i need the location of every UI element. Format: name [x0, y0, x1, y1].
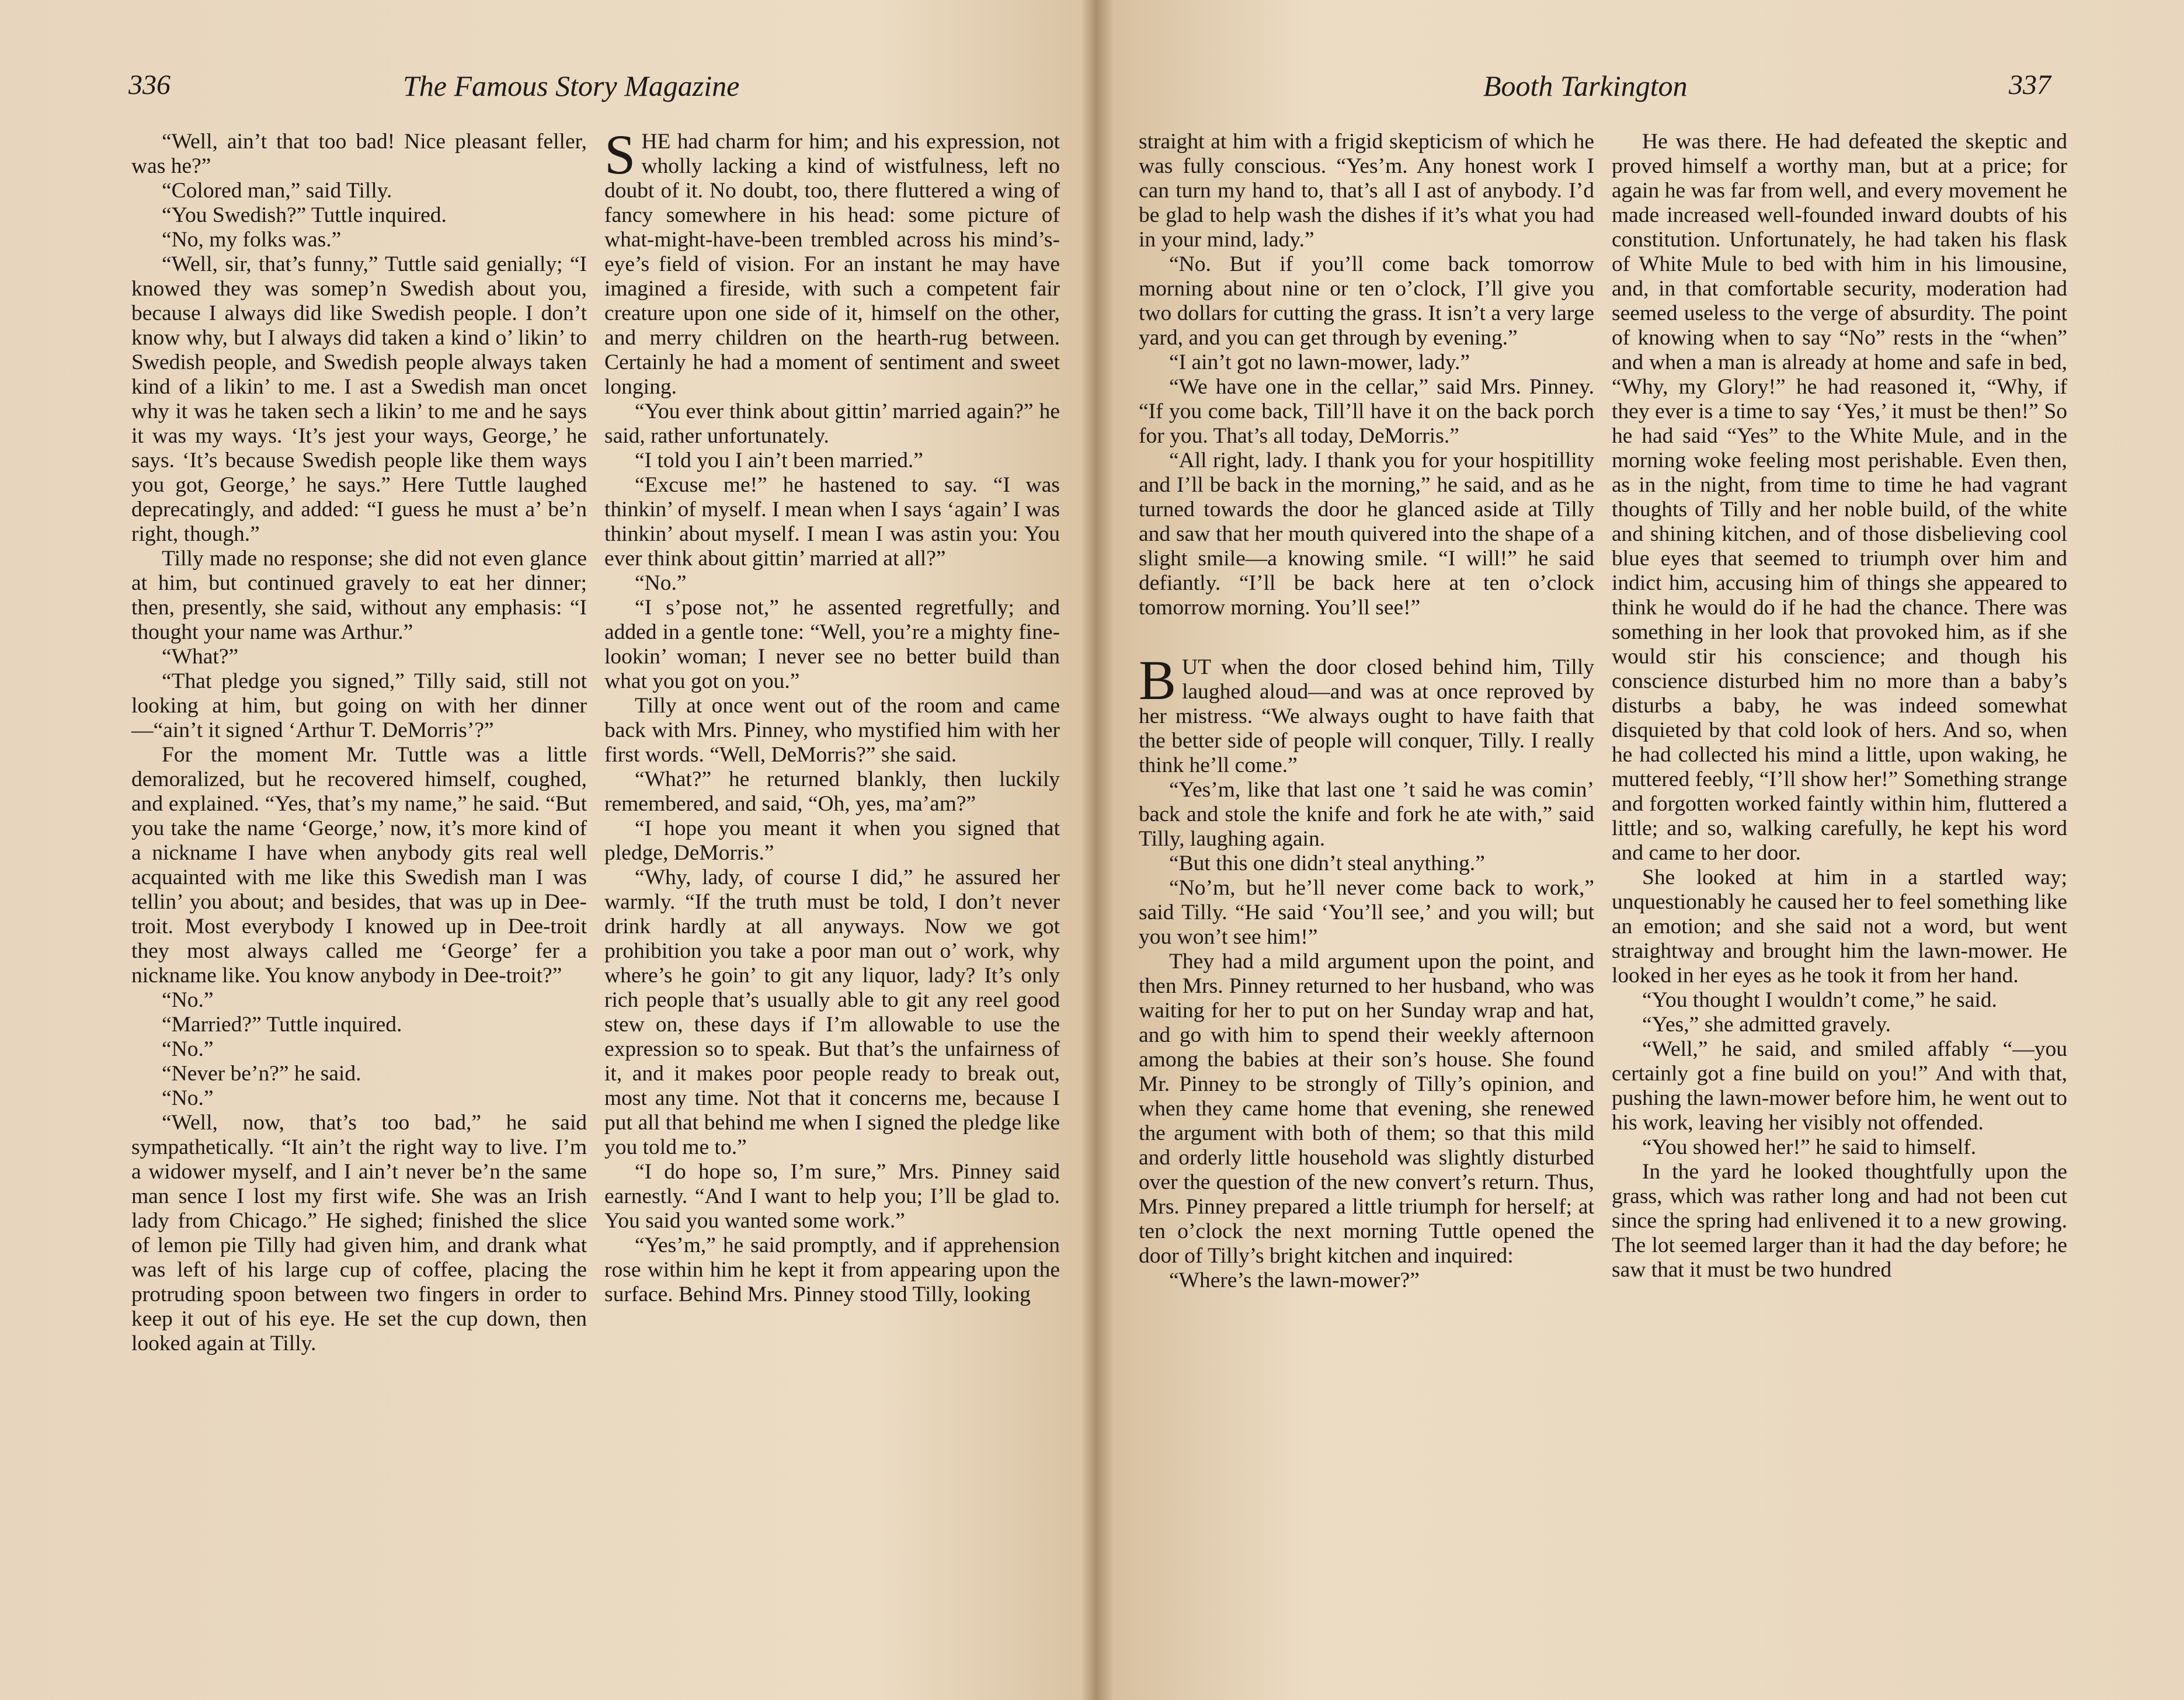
- paragraph: “What?” he returned blankly, then luckily remembered, and said, “Oh, yes, ma’am?”: [604, 767, 1060, 816]
- drop-cap: B: [1139, 649, 1177, 711]
- paragraph: “All right, lady. I thank you for your hospitillity and I’ll be back in the morning,” he said, and as he turned towards the door he glanced aside at Tilly and saw that her mouth quivered into the shape of a slight smile—a knowing smile. “I will!” he said defiantly. “I’ll be back here at ten o’clock tomorrow morning. You’ll see!”: [1139, 449, 1594, 620]
- opening-text: HE had charm for him; and his expression, not wholly lacking a kind of wistfulness, left no doubt of it. No doubt, too, there fluttered a wing of fancy somewhere in his head: some picture of what-might-have-been trembled across his mind’s-eye’s field of vision. For an instant he may have imagined a fireside, with such a competent fair creature upon one side of it, himself on the other, and merry children on the hearth-rug between. Certainly he had a moment of sentiment and sweet longing.: [604, 130, 1060, 399]
- paragraph: Tilly at once went out of the room and came back with Mrs. Pinney, who mystified him with her first words. “Well, DeMorris?” she said.: [604, 694, 1060, 767]
- page-number-right: 337: [2009, 69, 2051, 100]
- left-page: [0, 0, 1086, 1700]
- page-number-left: 336: [128, 69, 171, 100]
- paragraph: “I hope you meant it when you signed that pledge, DeMorris.”: [604, 816, 1060, 865]
- paragraph: For the moment Mr. Tuttle was a little demoralized, but he recovered himself, coughed, and explained. “Yes, that’s my name,” he said. “But you take the name ‘George,’ now, it’s more kind of a nickname I have when anybody gits real well acquainted with me like this Swedish man I was tellin’ you about; and besides, that was up in Dee-troit. Most everybody I knowed up in Dee-troit they most always called me ‘George’ fer a nickname like. You know anybody in Dee-troit?”: [131, 743, 587, 988]
- left-running-head: [0, 69, 1086, 110]
- right-column-1: [1139, 130, 1594, 1293]
- paragraph: “You ever think about gittin’ married again?” he said, rather unfortunately.: [604, 399, 1060, 448]
- right-page: [1098, 0, 2184, 1700]
- paragraph: straight at him with a frigid skepticism of which he was fully conscious. “Yes’m. Any honest work I can turn my hand to, that’s all I ast of anybody. I’d be glad to help wash the dishes if it’s what you had in your mind, lady.”: [1139, 130, 1594, 252]
- section-break: [1139, 620, 1594, 655]
- paragraph: “That pledge you signed,” Tilly said, still not looking at him, but going on with her dinner—“ain’t it signed ‘Arthur T. DeMorris’?”: [131, 669, 587, 742]
- paragraph: “You thought I wouldn’t come,” he said.: [1642, 988, 1997, 1012]
- paragraph: “We have one in the cellar,” said Mrs. Pinney. “If you come back, Till’ll have it on the back porch for you. That’s all today, DeMorris.”: [1139, 375, 1594, 448]
- paragraph: “No.”: [635, 571, 687, 595]
- right-column-2: [1612, 130, 2067, 1282]
- author-name: Booth Tarkington: [1483, 69, 1688, 102]
- paragraph: “But this one didn’t steal anything.”: [1169, 851, 1485, 875]
- paragraph: “No’m, but he’ll never come back to work,” said Tilly. “He said ‘You’ll see,’ and you will; but you won’t see him!”: [1139, 876, 1594, 949]
- drop-cap: S: [604, 123, 636, 186]
- paragraph: They had a mild argument upon the point, and then Mrs. Pinney returned to her husband, who was waiting for her to put on her Sunday wrap and hat, and go with him to spend their weekly afternoon among the babies at their son’s house. She found Mr. Pinney to be strongly of Tilly’s opinion, and when they came home that evening, she renewed the argument with both of them; so that this mild and orderly little household was slightly disturbed over the question of the new convert’s return. Thus, Mrs. Pinney prepared a little triumph for herself; at ten o’clock the next morning Tuttle opened the door of Tilly’s bright kitchen and inquired:: [1139, 950, 1594, 1268]
- paragraph: “You Swedish?” Tuttle inquired.: [162, 203, 447, 227]
- paragraph: “Well,” he said, and smiled affably “—you certainly got a fine build on you!” And with that, pushing the lawn-mower before him, he went out to his work, leaving her visibly not offended.: [1612, 1037, 2067, 1135]
- paragraph: “What?”: [162, 645, 239, 669]
- paragraph: “No. But if you’ll come back tomorrow morning about nine or ten o’clock, I’ll give you two dollars for cutting the grass. It isn’t a very large yard, and you can get through by evening.”: [1139, 252, 1594, 350]
- paragraph: She looked at him in a startled way; unquestionably he caused her to feel something like an emotion; and she said not a word, but went straightway and brought him the lawn-mower. He looked in her eyes as he took it from her hand.: [1612, 865, 2067, 988]
- paragraph: “Yes,” she admitted gravely.: [1642, 1013, 1891, 1037]
- paragraph: “No.”: [162, 1086, 214, 1110]
- section-opening: [1139, 649, 1594, 778]
- paragraph: “Yes’m, like that last one ’t said he was comin’ back and stole the knife and fork he ate with,” said Tilly, laughing again.: [1139, 778, 1594, 851]
- left-column-2: [604, 123, 1060, 1307]
- paragraph: “Well, now, that’s too bad,” he said sympathetically. “It ain’t the right way to live. I’m a widower myself, and I ain’t never be’n the same man sence I lost my first wife. She was an Irish lady from Chicago.” He sighed; finished the slice of lemon pie Tilly had given him, and drank what was left of his large cup of coffee, placing the protruding spoon between two fingers in order to keep it out of his eye. He set the cup down, then looked again at Tilly.: [131, 1111, 587, 1355]
- paragraph: In the yard he looked thoughtfully upon the grass, which was rather long and had not been cut since the spring had enlivened it to a new growing. The lot seemed larger than it had the day before; he saw that it must be two hundred: [1612, 1160, 2067, 1282]
- paragraph: “Where’s the lawn-mower?”: [1169, 1268, 1420, 1292]
- opening-text: UT when the door closed behind him, Tilly laughed aloud—and was at once reproved by her mistress. “We always ought to have faith that the better side of people will conquer, Tilly. I really think he’ll come.”: [1139, 655, 1594, 777]
- paragraph: “Why, lady, of course I did,” he assured her warmly. “If the truth must be told, I don’t never drink hardly at all anyways. Now we got prohibition you take a poor man out o’ work, why where’s he goin’ to git any liquor, lady? It’s only rich people that’s usually able to git any reel good stew on, these days if I’m allowable to use the expression so to speak. But that’s the unfairness of it, and it makes poor people ready to break out, most any time. Not that it concerns me, because I put all that behind me when I signed the pledge like you told me to.”: [604, 865, 1060, 1159]
- paragraph: “Well, sir, that’s funny,” Tuttle said genially; “I knowed they was somep’n Swedish about you, because I always did like Swedish people. I don’t know why, but I always did taken a kind o’ likin’ to Swedish people, and Swedish people always taken kind of a likin’ to me. I ast a Swedish man oncet why it was he taken sech a likin’ to me and he says it was my ways. ‘It’s jest your ways, George,’ he says. ‘It’s because Swedish people like them ways you got, George,’ he says.” Here Tuttle laughed deprecatingly, and added: “I guess he must a’ be’n right, though.”: [131, 252, 587, 546]
- paragraph: Tilly made no response; she did not even glance at him, but continued gravely to eat her dinner; then, presently, she said, without any emphasis: “I thought your name was Arthur.”: [131, 547, 587, 644]
- paragraph: “You showed her!” he said to himself.: [1642, 1135, 1977, 1159]
- paragraph: “No.”: [162, 1037, 214, 1061]
- paragraph: “Well, ain’t that too bad! Nice pleasant feller, was he?”: [131, 130, 587, 178]
- right-running-head: [1098, 69, 2184, 110]
- paragraph: “Yes’m,” he said promptly, and if apprehension rose within him he kept it from appearing upon the surface. Behind Mrs. Pinney stood Tilly, looking: [604, 1233, 1060, 1306]
- magazine-title: The Famous Story Magazine: [403, 69, 740, 102]
- paragraph: “Never be’n?” he said.: [162, 1062, 361, 1086]
- section-opening: [604, 123, 1060, 399]
- paragraph: He was there. He had defeated the skeptic and proved himself a worthy man, but at a price; for again he was far from well, and every movement he made increased well-founded inward doubts of his constitution. Unfortunately, he had taken his flask of White Mule to bed with him in his limousine, and, in that comfortable security, moderation had seemed useless to the verge of absurdity. The point of knowing when to say “No” rests in the “when” and when a man is already at home and safe in bed, “Why, my Glory!” he had reasoned it, “Why, if they ever is a time to say ‘Yes,’ it must be then!” So he had said “Yes” to the White Mule, and in the morning woke feeling most perishable. Even then, as in the night, from time to time he had vagrant thoughts of Tilly and her noble build, of the white and shining kitchen, and of those disbelieving cool blue eyes that seemed to triumph over him and indict him, accusing him of things she appeared to think he would do if he had the chance. There was something in her look that provoked him, as if she would stir his conscience; and though his conscience disturbed him no more than a baby’s disturbs a baby, he was indeed somewhat disquieted by that cold look of hers. And so, when he had collected his mind a little, upon waking, he muttered feebly, “I’ll show her!” Something strange and forgotten worked faintly within him, fluttered a little; and so, walking carefully, he kept his word and came to her door.: [1612, 130, 2067, 865]
- paragraph: “Colored man,” said Tilly.: [162, 179, 392, 203]
- paragraph: “I ain’t got no lawn-mower, lady.”: [1169, 350, 1470, 374]
- left-column-1: [131, 130, 587, 1356]
- paragraph: “No, my folks was.”: [162, 228, 342, 252]
- paragraph: “Married?” Tuttle inquired.: [162, 1013, 402, 1037]
- paragraph: “No.”: [162, 988, 214, 1012]
- paragraph: “I s’pose not,” he assented regretfully; and added in a gentle tone: “Well, you’re a mighty fine-lookin’ woman; I never see no better build than what you got on you.”: [604, 596, 1060, 693]
- paragraph: “I do hope so, I’m sure,” Mrs. Pinney said earnestly. “And I want to help you; I’ll be glad to. You said you wanted some work.”: [604, 1160, 1060, 1233]
- paragraph: “Excuse me!” he hastened to say. “I was thinkin’ of myself. I mean when I says ‘again’ I was thinkin’ about myself. I mean I was astin you: You ever think about gittin’ married at all?”: [604, 473, 1060, 571]
- paragraph: “I told you I ain’t been married.”: [635, 449, 923, 472]
